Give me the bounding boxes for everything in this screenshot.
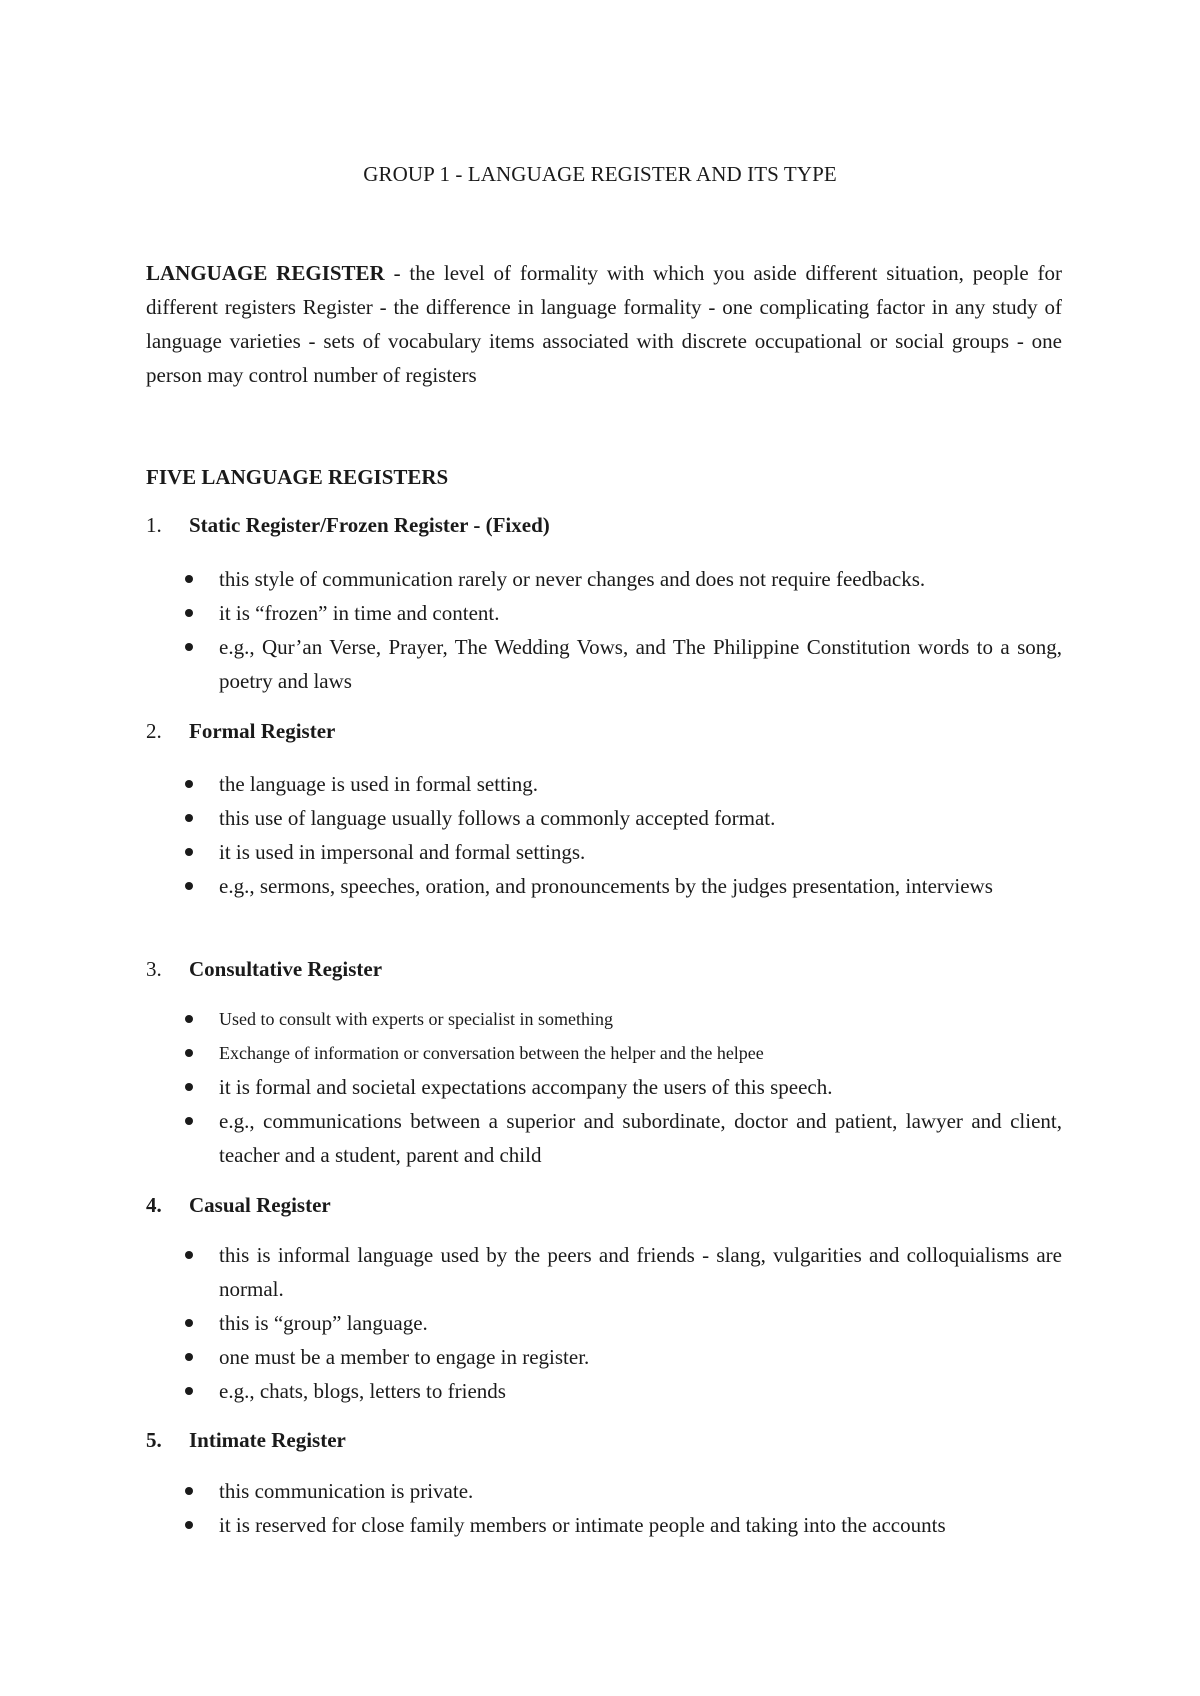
register-number: 5.: [146, 1428, 162, 1452]
bullet-dot-icon: [185, 643, 193, 651]
register-number: 3.: [146, 957, 162, 981]
list-item: e.g., chats, blogs, letters to friends: [146, 1374, 1062, 1408]
register-bullets-2: [146, 767, 1062, 903]
register-heading-4: [146, 1191, 331, 1219]
bullet-dot-icon: [185, 1117, 193, 1125]
register-title: Formal Register: [189, 719, 336, 743]
bullet-dot-icon: [185, 882, 193, 890]
bullet-dot-icon: [185, 1387, 193, 1395]
register-heading-5: [146, 1426, 346, 1454]
list-item: this is “group” language.: [146, 1306, 1062, 1340]
bullet-dot-icon: [185, 609, 193, 617]
register-number: 4.: [146, 1193, 162, 1217]
list-item: the language is used in formal setting.: [146, 767, 1062, 801]
register-bullets-5: [146, 1474, 1062, 1542]
bullet-dot-icon: [185, 1521, 193, 1529]
list-item: e.g., Qur’an Verse, Prayer, The Wedding Vows, and The Philippine Constitution words to a song, poetry and laws: [146, 630, 1062, 698]
list-item: it is used in impersonal and formal settings.: [146, 835, 1062, 869]
list-item: this style of communication rarely or never changes and does not require feedbacks.: [146, 562, 1062, 596]
bullet-dot-icon: [185, 780, 193, 788]
list-item: e.g., sermons, speeches, oration, and pronouncements by the judges presentation, interviews: [146, 869, 1062, 903]
register-heading-1: [146, 511, 550, 539]
register-bullets-3: [146, 1002, 1062, 1172]
register-number: 1.: [146, 513, 162, 537]
register-title: Consultative Register: [189, 957, 383, 981]
bullet-dot-icon: [185, 848, 193, 856]
list-item: this communication is private.: [146, 1474, 1062, 1508]
list-item: Exchange of information or conversation between the helper and the helpee: [146, 1036, 1062, 1070]
register-heading-3: [146, 955, 382, 983]
bullet-dot-icon: [185, 814, 193, 822]
section-heading: FIVE LANGUAGE REGISTERS: [146, 465, 449, 489]
list-item: it is formal and societal expectations accompany the users of this speech.: [146, 1070, 1062, 1104]
bullet-dot-icon: [185, 1015, 193, 1023]
register-title: Casual Register: [189, 1193, 331, 1217]
intro-term: LANGUAGE REGISTER: [146, 261, 385, 285]
register-bullets-1: [146, 562, 1062, 698]
bullet-dot-icon: [185, 1251, 193, 1259]
register-title: Static Register/Frozen Register - (Fixed): [189, 513, 550, 537]
bullet-dot-icon: [185, 1487, 193, 1495]
list-item: it is “frozen” in time and content.: [146, 596, 1062, 630]
bullet-dot-icon: [185, 575, 193, 583]
list-item: e.g., communications between a superior and subordinate, doctor and patient, lawyer and client, teacher and a student, parent and child: [146, 1104, 1062, 1172]
bullet-dot-icon: [185, 1353, 193, 1361]
intro-paragraph: [146, 256, 1062, 392]
list-item: one must be a member to engage in register.: [146, 1340, 1062, 1374]
list-item: this is informal language used by the peers and friends - slang, vulgarities and colloquialisms are normal.: [146, 1238, 1062, 1306]
intro-text: - the level of formality with which you aside different situation, people for different registers Register - the difference in language formality - one complicating factor in any study of language varieties - sets of vocabulary items associated with discrete occupational or social groups - one person may control number of registers: [146, 261, 1063, 387]
list-item: this use of language usually follows a commonly accepted format.: [146, 801, 1062, 835]
register-heading-2: [146, 717, 335, 745]
list-item: it is reserved for close family members or intimate people and taking into the accounts: [146, 1508, 1062, 1542]
bullet-dot-icon: [185, 1319, 193, 1327]
bullet-dot-icon: [185, 1049, 193, 1057]
document-title: GROUP 1 - LANGUAGE REGISTER AND ITS TYPE: [363, 162, 837, 186]
list-item: Used to consult with experts or specialist in something: [146, 1002, 1062, 1036]
register-title: Intimate Register: [189, 1428, 346, 1452]
register-bullets-4: [146, 1238, 1062, 1408]
bullet-dot-icon: [185, 1083, 193, 1091]
register-number: 2.: [146, 719, 162, 743]
